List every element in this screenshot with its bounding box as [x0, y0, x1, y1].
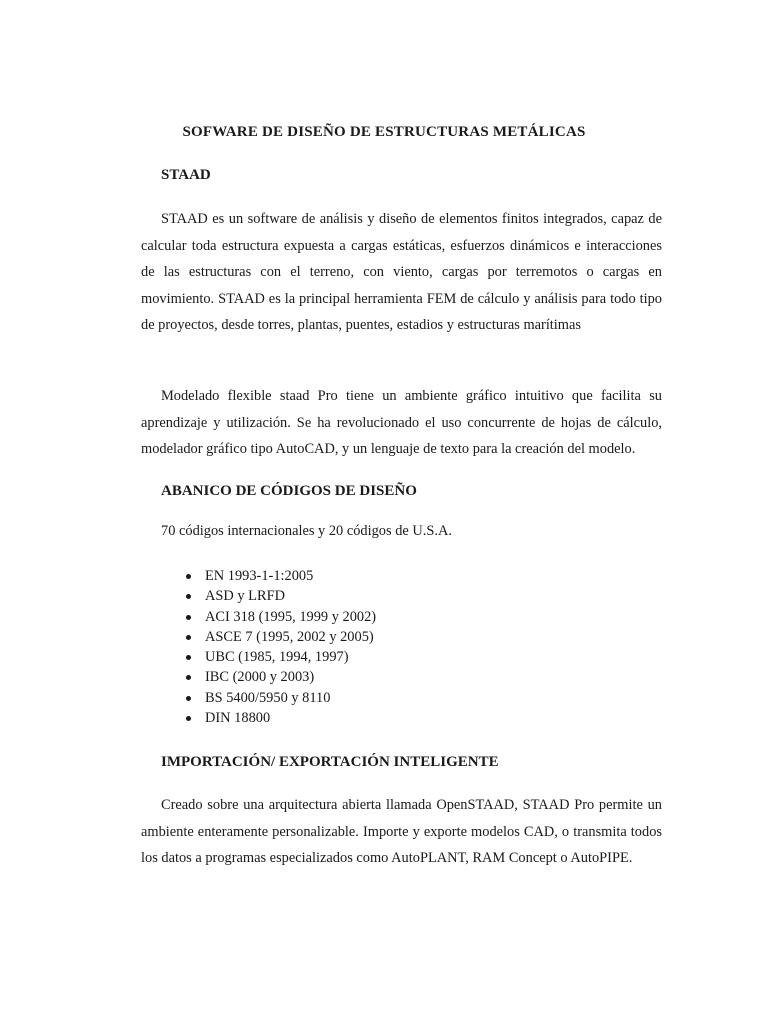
- list-item-text: ASCE 7 (1995, 2002 y 2005): [205, 628, 374, 645]
- bullet-icon: [186, 635, 191, 640]
- bullet-icon: [186, 574, 191, 579]
- list-item-text: BS 5400/5950 y 8110: [205, 689, 331, 706]
- paragraph-modelado-flexible: Modelado flexible staad Pro tiene un ambiente gráfico intuitivo que facilita su aprendizaje y utilización. Se ha revolucionado el uso concurrente de hojas de cálculo, modelador gráfico tipo AutoCAD, y un lenguaje de texto para la creación del modelo.: [141, 388, 662, 457]
- list-item: [186, 586, 376, 606]
- list-item: [186, 708, 376, 728]
- paragraph-openstaad: Creado sobre una arquitectura abierta llamada OpenSTAAD, STAAD Pro permite un ambiente enteramente personalizable. Importe y exporte modelos CAD, o transmita todos los datos a programas especializados como AutoPLANT, RAM Concept o AutoPIPE.: [141, 797, 662, 866]
- list-item: [186, 667, 376, 687]
- bullet-icon: [186, 615, 191, 620]
- list-item: [186, 688, 376, 708]
- bullet-icon: [186, 655, 191, 660]
- list-item: [186, 647, 376, 667]
- section-heading-staad: STAAD: [161, 167, 211, 183]
- list-item-text: UBC (1985, 1994, 1997): [205, 649, 349, 666]
- list-item-text: IBC (2000 y 2003): [205, 669, 315, 686]
- codes-intro: 70 códigos internacionales y 20 códigos de U.S.A.: [161, 523, 452, 539]
- list-item: [186, 566, 376, 586]
- list-item-text: ASD y LRFD: [205, 588, 285, 605]
- bullet-icon: [186, 594, 191, 599]
- list-item-text: DIN 18800: [205, 710, 271, 727]
- list-item: [186, 627, 376, 647]
- codes-list: [186, 566, 376, 728]
- bullet-icon: [186, 675, 191, 680]
- section-heading-importacion: IMPORTACIÓN/ EXPORTACIÓN INTELIGENTE: [161, 754, 499, 770]
- document-title: SOFWARE DE DISEÑO DE ESTRUCTURAS METÁLICAS: [182, 124, 586, 140]
- list-item: [186, 607, 376, 627]
- list-item-text: EN 1993-1-1:2005: [205, 568, 314, 584]
- paragraph-staad-description: STAAD es un software de análisis y diseño de elementos finitos integrados, capaz de calcular toda estructura expuesta a cargas estáticas, esfuerzos dinámicos e interacciones de las estructuras con el terreno, con viento, cargas por terremotos o cargas en movimiento. STAAD es la principal herramienta FEM de cálculo y análisis para todo tipo de proyectos, desde torres, plantas, puentes, estadios y estructuras marítimas: [141, 211, 662, 333]
- section-heading-codigos: ABANICO DE CÓDIGOS DE DISEÑO: [161, 483, 417, 499]
- list-item-text: ACI 318 (1995, 1999 y 2002): [205, 608, 377, 625]
- bullet-icon: [186, 716, 191, 721]
- bullet-icon: [186, 696, 191, 701]
